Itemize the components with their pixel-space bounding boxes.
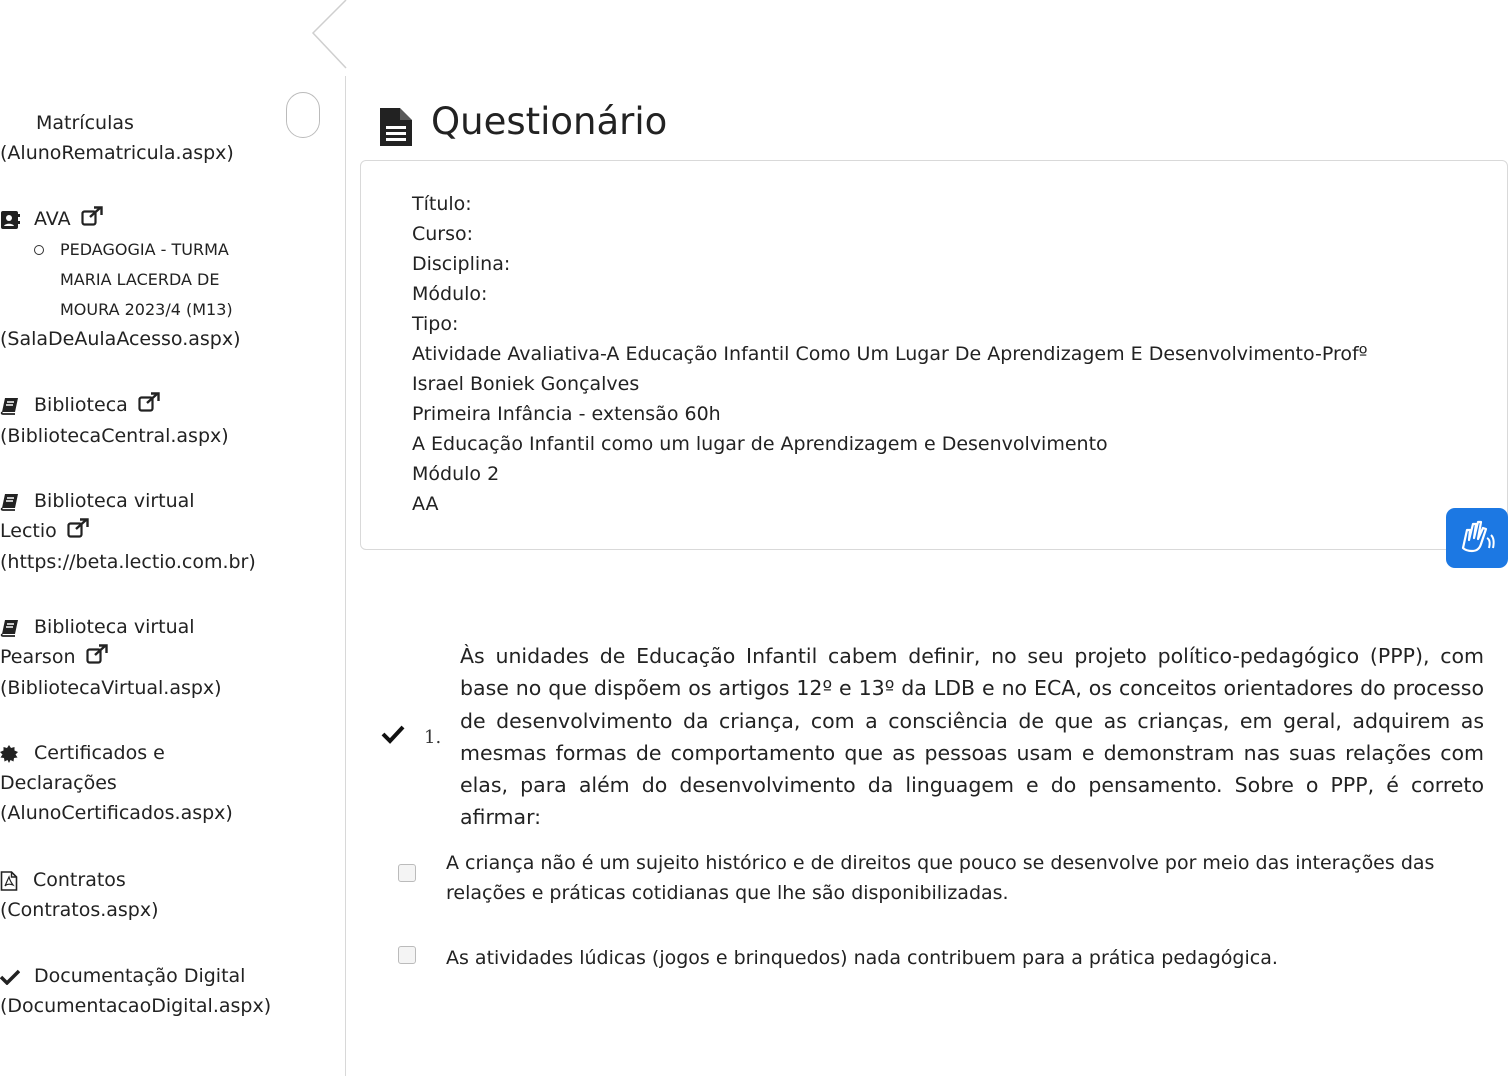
pdf-file-icon <box>0 871 26 891</box>
sidebar-item-certificados[interactable] <box>0 738 233 828</box>
sidebar-item-label: Declarações <box>0 772 117 794</box>
sidebar-item-link: (AlunoCertificados.aspx) <box>0 802 233 824</box>
sidebar-item-documentacao-digital[interactable] <box>0 961 271 1021</box>
info-label-titulo: Título: <box>412 193 472 215</box>
sidebar-item-label: AVA <box>34 208 71 230</box>
sidebar-item-link: (BibliotecaVirtual.aspx) <box>0 676 222 699</box>
sidebar-item-label: Contratos <box>33 869 126 891</box>
bullet-icon <box>34 245 44 255</box>
certificate-icon <box>0 745 26 763</box>
info-value-disciplina: A Educação Infantil como um lugar de Aprendizagem e Desenvolvimento <box>412 433 1108 455</box>
sidebar-item-label: Pearson <box>0 646 76 668</box>
info-label-disciplina: Disciplina: <box>412 253 511 275</box>
book-icon <box>0 397 26 415</box>
book-icon <box>0 619 26 637</box>
answer-checkbox[interactable] <box>398 864 416 882</box>
sidebar-item-link: (DocumentacaoDigital.aspx) <box>0 995 272 1017</box>
external-link-icon <box>138 391 160 421</box>
info-value-tipo: AA <box>412 493 439 515</box>
sidebar-item-link: (https://beta.lectio.com.br) <box>0 550 256 573</box>
sidebar-item-label: Biblioteca virtual <box>34 616 195 638</box>
answered-check-icon <box>381 724 405 748</box>
sidebar-item-link: (Contratos.aspx) <box>0 899 159 921</box>
sidebar-item-label: Certificados e <box>34 742 165 764</box>
sidebar-item-biblioteca[interactable] <box>0 390 229 451</box>
sidebar-item-label: Biblioteca <box>34 394 128 416</box>
libras-accessibility-button[interactable] <box>1446 508 1508 568</box>
info-label-tipo: Tipo: <box>412 313 459 335</box>
sidebar-subitem-label: PEDAGOGIA - TURMA MARIA LACERDA DE MOURA 2023/4 (M13) <box>60 240 233 319</box>
sidebar-item-label: Biblioteca virtual <box>34 490 195 512</box>
sidebar-item-matriculas[interactable] <box>0 108 234 168</box>
answer-option-text: A criança não é um sujeito histórico e de direitos que pouco se desenvolve por meio das interações das relações e práticas cotidianas que lhe são disponibilizadas. <box>446 852 1435 904</box>
sidebar <box>0 76 346 1076</box>
sign-language-hands-icon <box>1457 518 1497 558</box>
sidebar-item-biblioteca-pearson[interactable] <box>0 612 222 703</box>
sidebar-item-label: Matrículas <box>36 112 134 134</box>
sidebar-item-biblioteca-lectio[interactable] <box>0 486 256 577</box>
sidebar-item-link: (AlunoRematricula.aspx) <box>0 142 234 164</box>
contact-card-icon <box>0 210 26 230</box>
question-text: Às unidades de Educação Infantil cabem definir, no seu projeto político-pedagógico (PPP), com base no que dispõem os artigos 12º e 13º da LDB e no ECA, os conceitos orientadores do processo de desenvolvimento da criança, com a consciência de que as crianças, em geral, adquirem as mesmas formas de comportamento que as pessoas usam e demonstram nas suas relações com elas, para além do desenvolvimento da linguagem e do pensamento. Sobre o PPP, é correto afirmar: <box>460 644 1484 830</box>
sidebar-item-label: Documentação Digital <box>34 965 246 987</box>
question-number: 1. <box>424 727 442 748</box>
sidebar-item-link: (SalaDeAulaAcesso.aspx) <box>0 328 241 350</box>
document-icon <box>380 108 412 150</box>
external-link-icon <box>86 643 108 673</box>
info-value-titulo: Atividade Avaliativa-A Educação Infantil Como Um Lugar De Aprendizagem E Desenvolvimento-Profº <box>412 343 1368 365</box>
check-icon <box>0 969 26 985</box>
quiz-info-card <box>360 160 1508 550</box>
answer-checkbox[interactable] <box>398 946 416 964</box>
info-value-curso: Primeira Infância - extensão 60h <box>412 403 721 425</box>
info-value-modulo: Módulo 2 <box>412 463 500 485</box>
sidebar-item-label: Lectio <box>0 520 57 542</box>
page-title: Questionário <box>431 100 668 143</box>
sidebar-collapse-arrow[interactable] <box>310 0 350 70</box>
sidebar-toggle[interactable] <box>286 92 320 138</box>
external-link-icon <box>81 205 103 235</box>
book-icon <box>0 493 26 511</box>
info-label-modulo: Módulo: <box>412 283 488 305</box>
sidebar-item-contratos[interactable] <box>0 865 159 925</box>
info-value-titulo-cont: Israel Boniek Gonçalves <box>412 373 640 395</box>
sidebar-subitem-class[interactable] <box>60 235 260 325</box>
info-label-curso: Curso: <box>412 223 474 245</box>
external-link-icon <box>67 517 89 547</box>
answer-option-text: As atividades lúdicas (jogos e brinquedos) nada contribuem para a prática pedagógica. <box>446 947 1278 969</box>
sidebar-item-ava[interactable] <box>0 204 103 235</box>
sidebar-item-link: (BibliotecaCentral.aspx) <box>0 424 229 447</box>
